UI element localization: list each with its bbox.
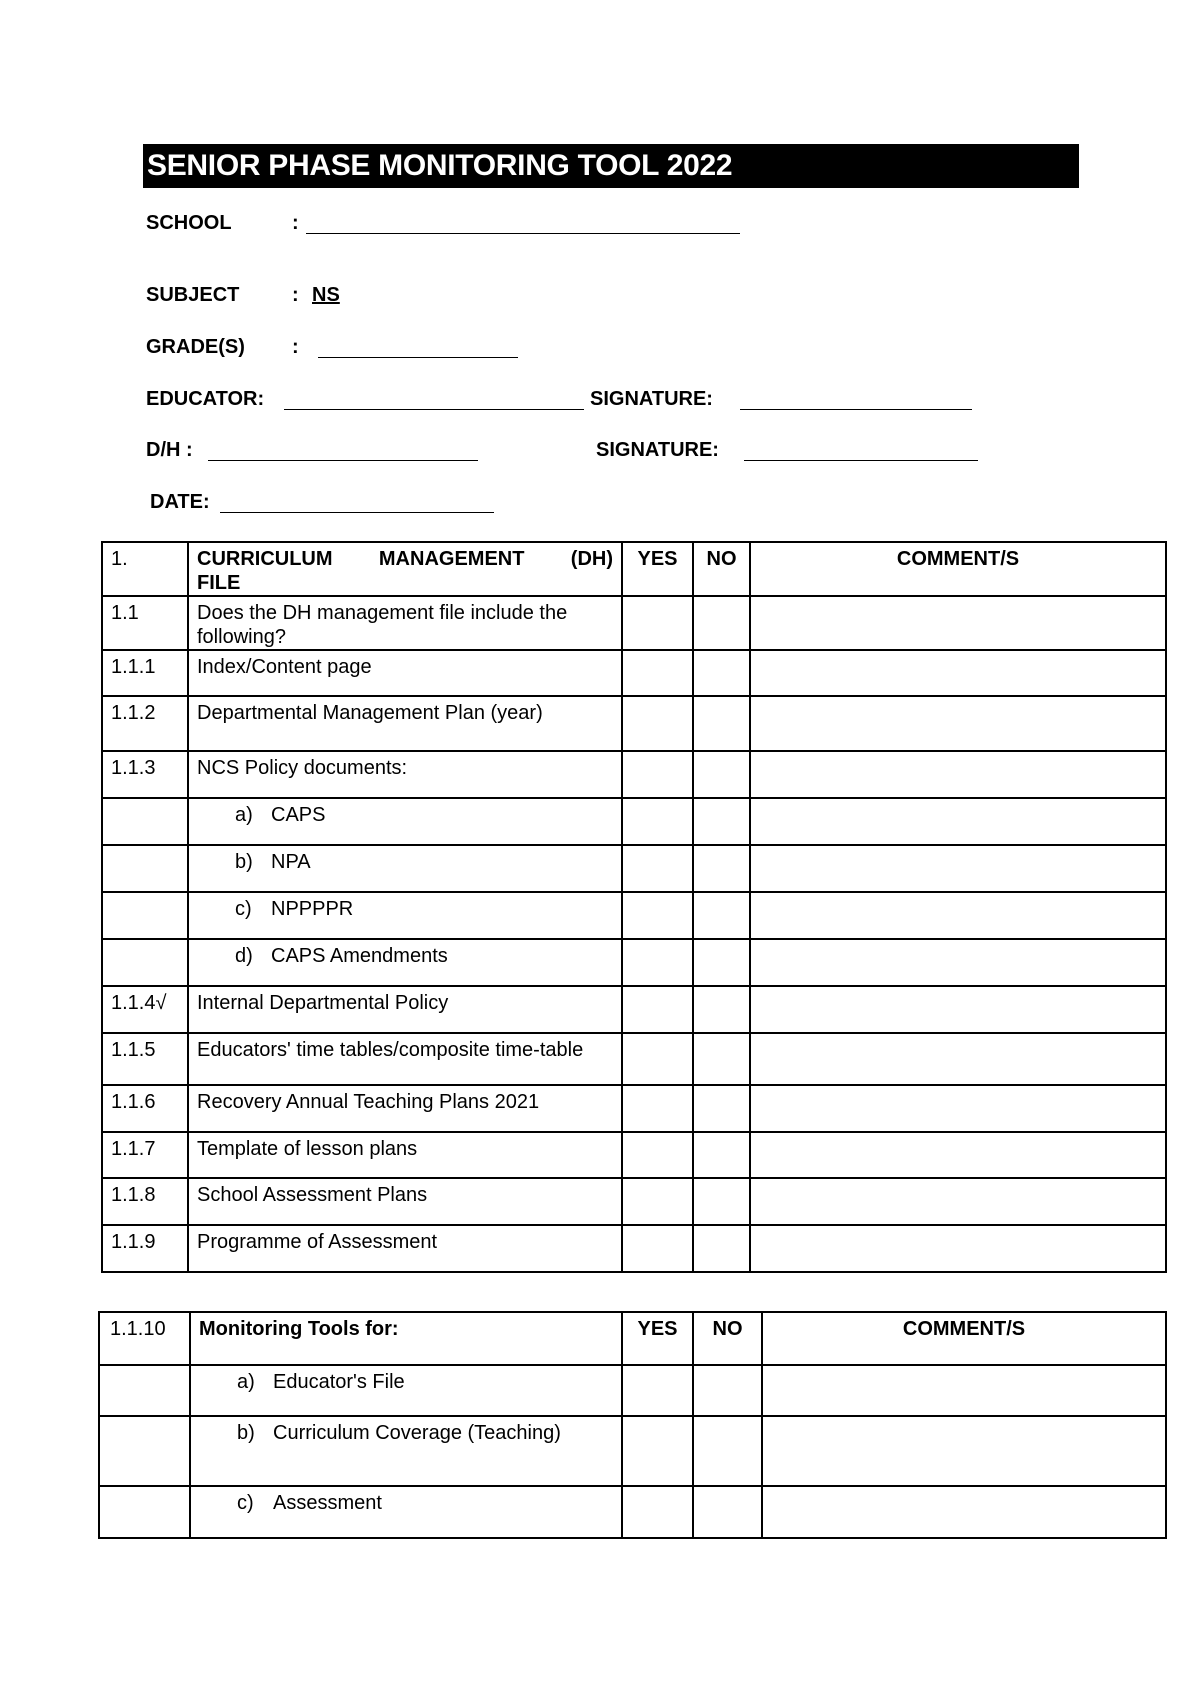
no-cell[interactable] bbox=[693, 751, 750, 798]
no-cell[interactable] bbox=[693, 939, 750, 986]
monitoring-tools-table bbox=[98, 1311, 1167, 1539]
row-num: 1.1.1 bbox=[102, 650, 188, 696]
school-field-line[interactable] bbox=[306, 233, 740, 234]
yes-cell[interactable] bbox=[622, 1225, 693, 1272]
no-cell[interactable] bbox=[693, 986, 750, 1033]
educator-field-line[interactable] bbox=[284, 409, 584, 410]
table-row bbox=[102, 986, 1166, 1033]
yes-cell[interactable] bbox=[622, 1365, 693, 1416]
row-text bbox=[188, 939, 622, 986]
table-row bbox=[102, 596, 1166, 650]
row-num bbox=[99, 1365, 190, 1416]
row-num: 1.1.3 bbox=[102, 751, 188, 798]
row-text: NCS Policy documents: bbox=[188, 751, 622, 798]
item-letter: c) bbox=[237, 1492, 254, 1514]
header-comments: COMMENT/S bbox=[750, 542, 1166, 596]
table-row bbox=[99, 1486, 1166, 1538]
page-title: SENIOR PHASE MONITORING TOOL 2022 bbox=[143, 144, 1079, 188]
grades-label: GRADE(S) bbox=[146, 336, 245, 358]
no-cell[interactable] bbox=[693, 1225, 750, 1272]
comment-cell[interactable] bbox=[750, 1225, 1166, 1272]
row-num: 1.1.9 bbox=[102, 1225, 188, 1272]
row-num bbox=[99, 1486, 190, 1538]
dh-signature-label: SIGNATURE: bbox=[596, 439, 719, 461]
yes-cell[interactable] bbox=[622, 892, 693, 939]
curriculum-management-table bbox=[101, 541, 1167, 1273]
header-title-line1: CURRICULUM MANAGEMENT (DH) bbox=[197, 548, 613, 570]
educator-signature-line[interactable] bbox=[740, 409, 972, 410]
school-label: SCHOOL bbox=[146, 212, 232, 234]
educator-signature-label: SIGNATURE: bbox=[590, 388, 713, 410]
comment-cell[interactable] bbox=[750, 696, 1166, 751]
subject-label: SUBJECT bbox=[146, 284, 240, 306]
row-text bbox=[188, 845, 622, 892]
table-row bbox=[102, 1033, 1166, 1085]
table-row bbox=[99, 1416, 1166, 1486]
row-text: Template of lesson plans bbox=[188, 1132, 622, 1178]
no-cell[interactable] bbox=[693, 892, 750, 939]
educator-label: EDUCATOR: bbox=[146, 388, 265, 410]
item-letter: a) bbox=[237, 1371, 255, 1393]
header-comments: COMMENT/S bbox=[762, 1312, 1166, 1365]
item-text: NPPPPR bbox=[271, 898, 354, 920]
header-num: 1. bbox=[102, 542, 188, 596]
comment-cell[interactable] bbox=[750, 939, 1166, 986]
row-text: Recovery Annual Teaching Plans 2021 bbox=[188, 1085, 622, 1132]
no-cell[interactable] bbox=[693, 596, 750, 650]
table-row bbox=[102, 892, 1166, 939]
row-num bbox=[102, 845, 188, 892]
header-yes: YES bbox=[622, 1312, 693, 1365]
comment-cell[interactable] bbox=[750, 650, 1166, 696]
item-text: NPA bbox=[271, 851, 311, 873]
header-title bbox=[188, 542, 622, 596]
header-yes: YES bbox=[622, 542, 693, 596]
no-cell[interactable] bbox=[693, 696, 750, 751]
table-row bbox=[102, 798, 1166, 845]
no-cell[interactable] bbox=[693, 798, 750, 845]
table-header-row bbox=[102, 542, 1166, 596]
row-text: Index/Content page bbox=[188, 650, 622, 696]
comment-cell[interactable] bbox=[750, 1132, 1166, 1178]
table-row bbox=[102, 1178, 1166, 1225]
row-num: 1.1.8 bbox=[102, 1178, 188, 1225]
date-field-line[interactable] bbox=[220, 512, 494, 513]
no-cell[interactable] bbox=[693, 1033, 750, 1085]
item-text: Educator's File bbox=[273, 1371, 405, 1393]
row-num: 1.1.6 bbox=[102, 1085, 188, 1132]
grades-field-line[interactable] bbox=[318, 357, 518, 358]
comment-cell[interactable] bbox=[750, 798, 1166, 845]
table-row bbox=[102, 845, 1166, 892]
yes-cell[interactable] bbox=[622, 798, 693, 845]
subject-value[interactable]: NS bbox=[312, 284, 340, 306]
date-label: DATE: bbox=[150, 491, 210, 513]
yes-cell[interactable] bbox=[622, 986, 693, 1033]
no-cell[interactable] bbox=[693, 1416, 762, 1486]
comment-cell[interactable] bbox=[750, 596, 1166, 650]
row-text: Programme of Assessment bbox=[188, 1225, 622, 1272]
subject-colon: : bbox=[292, 284, 299, 306]
no-cell[interactable] bbox=[693, 845, 750, 892]
row-text: School Assessment Plans bbox=[188, 1178, 622, 1225]
table-row bbox=[102, 696, 1166, 751]
no-cell[interactable] bbox=[693, 1365, 762, 1416]
dh-field-line[interactable] bbox=[208, 460, 478, 461]
table-row bbox=[102, 1085, 1166, 1132]
table-row bbox=[99, 1365, 1166, 1416]
yes-cell[interactable] bbox=[622, 696, 693, 751]
comment-cell[interactable] bbox=[750, 1033, 1166, 1085]
comment-cell[interactable] bbox=[762, 1486, 1166, 1538]
table-header-row bbox=[99, 1312, 1166, 1365]
comment-cell[interactable] bbox=[762, 1365, 1166, 1416]
item-letter: d) bbox=[235, 945, 253, 967]
table-row bbox=[102, 1225, 1166, 1272]
grades-colon: : bbox=[292, 336, 299, 358]
yes-cell[interactable] bbox=[622, 1132, 693, 1178]
comment-cell[interactable] bbox=[750, 892, 1166, 939]
table-row bbox=[102, 650, 1166, 696]
yes-cell[interactable] bbox=[622, 1033, 693, 1085]
row-text bbox=[188, 892, 622, 939]
yes-cell[interactable] bbox=[622, 845, 693, 892]
no-cell[interactable] bbox=[693, 1178, 750, 1225]
header-title: Monitoring Tools for: bbox=[190, 1312, 622, 1365]
row-text: Departmental Management Plan (year) bbox=[188, 696, 622, 751]
item-letter: b) bbox=[235, 851, 253, 873]
table-row bbox=[102, 751, 1166, 798]
header-no: NO bbox=[693, 542, 750, 596]
item-text: CAPS Amendments bbox=[271, 945, 448, 967]
school-colon: : bbox=[292, 212, 299, 234]
comment-cell[interactable] bbox=[750, 845, 1166, 892]
row-text: Internal Departmental Policy bbox=[188, 986, 622, 1033]
row-num: 1.1 bbox=[102, 596, 188, 650]
yes-cell[interactable] bbox=[622, 751, 693, 798]
table-row bbox=[102, 1132, 1166, 1178]
comment-cell[interactable] bbox=[750, 1178, 1166, 1225]
no-cell[interactable] bbox=[693, 650, 750, 696]
item-text: Curriculum Coverage (Teaching) bbox=[273, 1422, 561, 1444]
item-letter: c) bbox=[235, 898, 252, 920]
comment-cell[interactable] bbox=[750, 986, 1166, 1033]
table-row bbox=[102, 939, 1166, 986]
row-num: 1.1.5 bbox=[102, 1033, 188, 1085]
header-title-line2: FILE bbox=[197, 572, 241, 594]
dh-label: D/H : bbox=[146, 439, 193, 461]
yes-cell[interactable] bbox=[622, 1416, 693, 1486]
item-letter: b) bbox=[237, 1422, 255, 1444]
yes-cell[interactable] bbox=[622, 1486, 693, 1538]
row-num: 1.1.4√ bbox=[102, 986, 188, 1033]
yes-cell[interactable] bbox=[622, 1178, 693, 1225]
yes-cell[interactable] bbox=[622, 650, 693, 696]
row-text bbox=[188, 798, 622, 845]
item-text: CAPS bbox=[271, 804, 326, 826]
row-text: Educators' time tables/composite time-table bbox=[188, 1033, 622, 1085]
row-num: 1.1.7 bbox=[102, 1132, 188, 1178]
row-num bbox=[102, 798, 188, 845]
yes-cell[interactable] bbox=[622, 596, 693, 650]
row-num: 1.1.2 bbox=[102, 696, 188, 751]
header-no: NO bbox=[693, 1312, 762, 1365]
no-cell[interactable] bbox=[693, 1486, 762, 1538]
no-cell[interactable] bbox=[693, 1132, 750, 1178]
no-cell[interactable] bbox=[693, 1085, 750, 1132]
row-num bbox=[102, 939, 188, 986]
dh-signature-line[interactable] bbox=[744, 460, 978, 461]
item-letter: a) bbox=[235, 804, 253, 826]
row-text bbox=[190, 1486, 622, 1538]
comment-cell[interactable] bbox=[762, 1416, 1166, 1486]
row-text bbox=[190, 1365, 622, 1416]
item-text: Assessment bbox=[273, 1492, 382, 1514]
header-num: 1.1.10 bbox=[99, 1312, 190, 1365]
row-text bbox=[190, 1416, 622, 1486]
yes-cell[interactable] bbox=[622, 1085, 693, 1132]
comment-cell[interactable] bbox=[750, 1085, 1166, 1132]
row-num bbox=[99, 1416, 190, 1486]
row-text: Does the DH management file include the following? bbox=[188, 596, 622, 650]
comment-cell[interactable] bbox=[750, 751, 1166, 798]
row-num bbox=[102, 892, 188, 939]
yes-cell[interactable] bbox=[622, 939, 693, 986]
